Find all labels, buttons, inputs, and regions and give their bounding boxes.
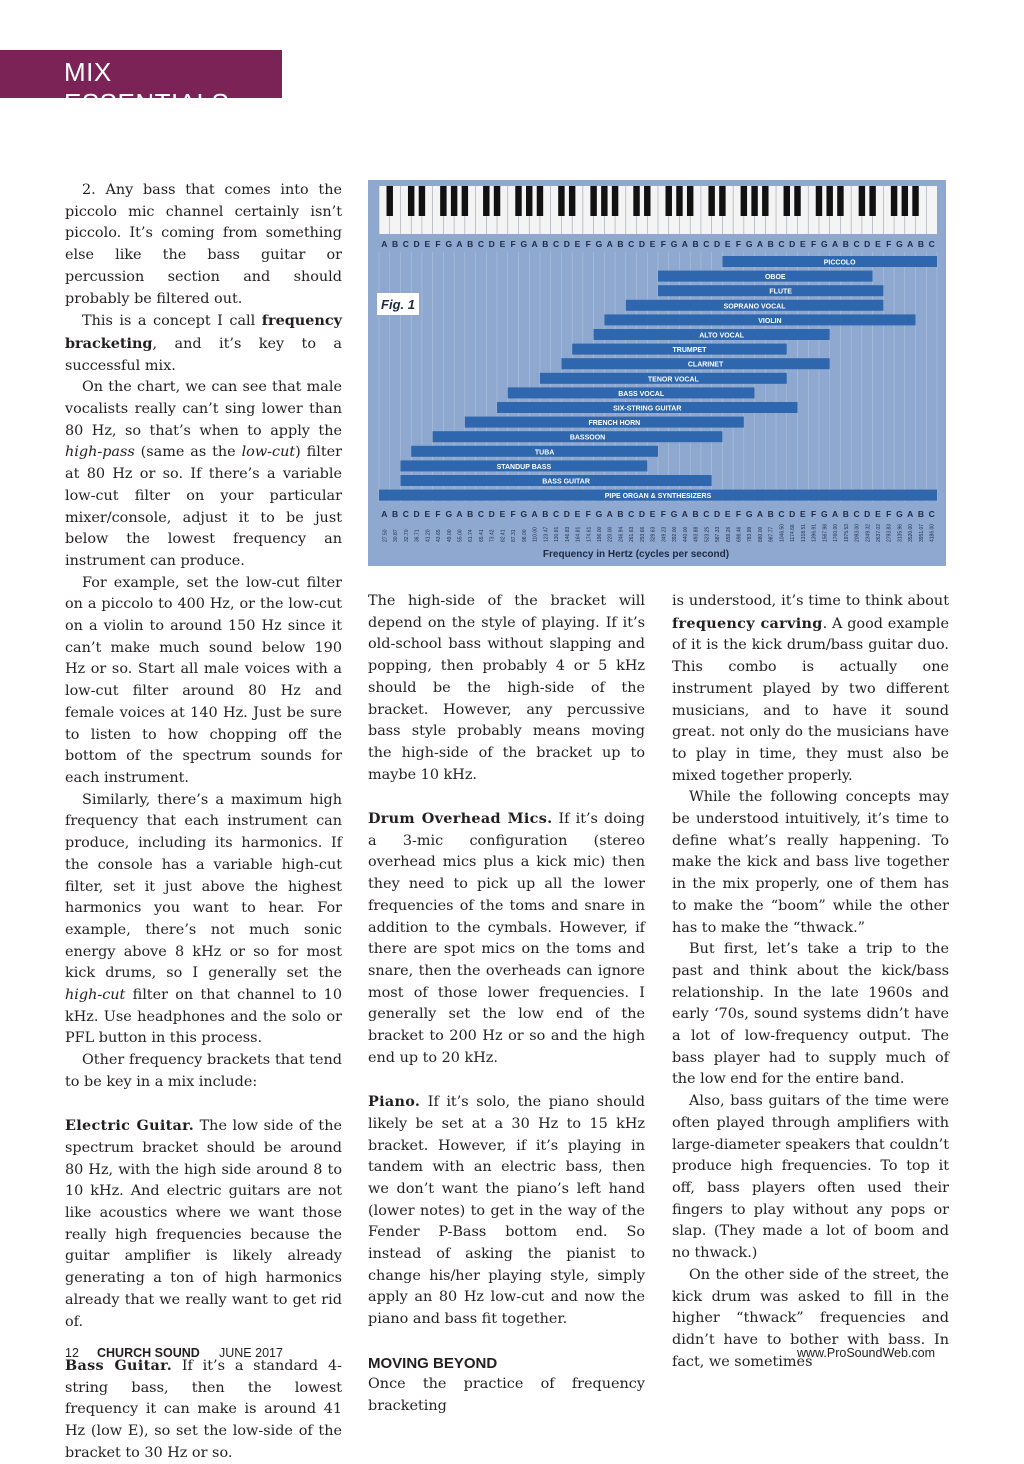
instrument-label: VIOLIN <box>758 317 782 325</box>
note-letter-bottom: F <box>435 509 441 519</box>
frequency-tick-label: 783.99 <box>747 526 754 542</box>
instrument-label: FRENCH HORN <box>588 420 641 428</box>
instrument-label: FLUTE <box>769 288 792 296</box>
note-letter-top: E <box>574 239 581 249</box>
paragraph: The high-side of the bracket will depend on the style of playing. If it’s old-school bass without slapping and popping, then probably 4 or 5 kHz should be the high-side of the bracket. However, any percussive bass style probably means moving the high-side of the bracket up to maybe 10 kHz. <box>368 593 645 783</box>
note-letter-top: A <box>381 239 388 249</box>
run-in-heading: Bass Guitar. <box>65 1356 173 1374</box>
axis-label: Frequency in Hertz (cycles per second) <box>542 549 730 560</box>
note-letter-bottom: C <box>853 509 860 519</box>
black-key <box>644 186 650 216</box>
note-letter-top: D <box>638 239 645 249</box>
note-letter-bottom: D <box>413 509 420 519</box>
frequency-tick-label: 196.00 <box>596 526 603 542</box>
frequency-tick-label: 2793.83 <box>886 523 893 542</box>
note-letter-top: C <box>853 239 860 249</box>
note-letter-top: B <box>467 239 474 249</box>
note-letter-top: F <box>585 239 591 249</box>
instrument-label: TENOR VOCAL <box>647 376 699 384</box>
note-letter-top: B <box>842 239 849 249</box>
black-key <box>741 186 747 216</box>
paragraph-bass-guitar: Bass Guitar. If it’s a standard 4-string bass, then the lowest frequency it can make is around 41 Hz (low E), so set the low-side of the bracket to 30 Hz or so. <box>65 1356 342 1461</box>
frequency-tick-label: 55.00 <box>457 529 464 542</box>
black-key <box>462 186 468 216</box>
paragraph: But first, let’s take a trip to the past and think about the kick/bass relationship. In the late 1960s and early ‘70s, sound systems didn’t have a lot of low-frequency output. The bass player had to supply much of the low end for the entire band. <box>672 941 949 1088</box>
frequency-tick-label: 98.00 <box>521 529 528 542</box>
frequency-tick-label: 3135.96 <box>897 523 904 542</box>
black-key <box>912 186 918 216</box>
black-key <box>515 186 521 216</box>
frequency-tick-label: 261.63 <box>629 526 636 542</box>
note-letter-top: C <box>778 239 785 249</box>
paragraph: 2. Any bass that comes into the piccolo mic channel certainly isn’t piccolo. It’s coming from something else like the bass guitar or percussion section and should probably be filtered out. <box>65 182 342 307</box>
note-letter-top: A <box>531 239 538 249</box>
frequency-tick-label: 1174.66 <box>790 524 797 542</box>
instrument-label: ALTO VOCAL <box>699 332 745 340</box>
note-letter-bottom: E <box>574 509 581 519</box>
note-letter-bottom: B <box>467 509 474 519</box>
paragraph-drum-overheads: Drum Overhead Mics. If it’s doing a 3-mic configuration (stereo overhead mics plus a kick mic) then they need to pick up all the lower frequencies of the toms and snare in addition to the cymbals. However, if there are spot mics on the toms and snare, then the overheads can ignore most of those lower frequencies. I generally set the low end of the bracket to 200 Hz or so and the high end up to 20 kHz. <box>368 810 645 1066</box>
note-letter-bottom: B <box>917 509 924 519</box>
note-letter-bottom: G <box>745 509 753 519</box>
black-key <box>569 186 575 216</box>
run-in-heading: Electric Guitar. <box>65 1117 195 1135</box>
paragraph: For example, set the low-cut filter on a piccolo to 400 Hz, or the low-cut on a violin to around 150 Hz since it can’t make much sound below 190 Hz or so. Start all male voices with a low-cut filter around 80 Hz and female voices at 140 Hz. Just be sure to listen to how chopping off the bottom of the spectrum sounds for each instrument. <box>65 574 342 786</box>
frequency-tick-label: 1396.91 <box>811 523 818 542</box>
black-key <box>666 186 672 216</box>
section-title: MIX ESSENTIALS <box>64 57 230 118</box>
frequency-tick-label: 49.00 <box>446 529 453 542</box>
note-letter-top: A <box>907 239 914 249</box>
frequency-tick-label: 82.41 <box>500 529 507 542</box>
black-key <box>408 186 414 216</box>
black-key <box>440 186 446 216</box>
black-key <box>794 186 800 216</box>
article-column-1 <box>65 180 342 1464</box>
note-letter-bottom: A <box>456 509 463 519</box>
note-letter-top: A <box>831 239 839 249</box>
instrument-label: TRUMPET <box>672 347 707 355</box>
note-letter-top: G <box>445 239 453 249</box>
note-letter-bottom: D <box>638 509 645 519</box>
paragraph: Also, bass guitars of the time were often played through amplifiers with large-diameter speakers that couldn’t produce high frequencies. To top it off, bass players often used their fingers to play without any pops or slap. (They made a lot of boom and no thwack.) <box>672 1093 949 1262</box>
frequency-tick-label: 220.00 <box>607 526 614 542</box>
frequency-chart-figure <box>368 180 946 566</box>
note-letter-bottom: C <box>477 509 485 519</box>
black-key <box>859 186 865 216</box>
black-key <box>590 186 596 216</box>
black-key <box>633 186 639 216</box>
note-letter-top: E <box>875 239 881 249</box>
note-letter-bottom: C <box>628 509 635 519</box>
instrument-label: BASS GUITAR <box>542 478 590 486</box>
frequency-tick-label: 1567.98 <box>822 523 829 542</box>
frequency-tick-label: 1760.00 <box>833 523 840 542</box>
frequency-tick-label: 493.88 <box>693 526 700 542</box>
note-letter-bottom: A <box>831 509 839 519</box>
paragraph-electric-guitar: Electric Guitar. The low side of the spectrum bracket should be around 80 Hz, with the high side around 8 to 10 kHz. And electric guitars are not like acoustics where we want those really high frequencies because the guitar amplifier is likely already generating a ton of high harmonics already that we really want to get rid of. <box>65 1117 342 1330</box>
frequency-tick-label: 65.41 <box>478 529 485 542</box>
note-letter-top: B <box>617 239 624 249</box>
paragraph: Other frequency brackets that tend to be key in a mix include: <box>65 1052 342 1090</box>
note-letter-bottom: B <box>542 509 549 519</box>
run-in-heading: Drum Overhead Mics. <box>368 810 553 828</box>
frequency-tick-label: 87.31 <box>511 529 518 542</box>
frequency-tick-label: 130.81 <box>554 526 561 542</box>
frequency-tick-label: 110.00 <box>532 527 539 542</box>
footer-website: www.ProSoundWeb.com <box>797 1346 936 1360</box>
frequency-tick-label: 123.47 <box>543 526 550 542</box>
paragraph: While the following concepts may be understood intuitively, it’s time to define what’s really happening. To make the kick and bass live together in the mix properly, one of them has to make the “boom” while the other has to make the “thwack.” <box>672 789 949 936</box>
frequency-tick-label: 523.25 <box>704 526 711 542</box>
note-letter-bottom: E <box>499 509 506 519</box>
fig-label: Fig. 1 <box>381 297 415 312</box>
frequency-tick-label: 1046.50 <box>779 523 786 542</box>
note-letter-top: A <box>456 239 463 249</box>
note-letter-bottom: B <box>692 509 699 519</box>
note-letter-bottom: D <box>789 509 796 519</box>
frequency-tick-label: 659.26 <box>725 526 732 542</box>
black-key <box>891 186 897 216</box>
black-key <box>719 186 725 216</box>
note-letter-top: E <box>649 239 656 249</box>
frequency-tick-label: 3520.00 <box>908 523 915 542</box>
black-key <box>601 186 607 216</box>
black-key <box>387 186 393 216</box>
black-key <box>751 186 757 216</box>
note-letter-bottom: D <box>488 509 495 519</box>
note-letter-top: G <box>821 239 828 249</box>
black-key <box>526 186 532 216</box>
instrument-label: OBOE <box>764 274 786 282</box>
note-letter-bottom: C <box>928 509 935 519</box>
note-letter-bottom: F <box>510 509 516 519</box>
instrument-label: CLARINET <box>687 361 724 369</box>
note-letter-top: C <box>552 239 560 249</box>
footer-issue-date: JUNE 2017 <box>219 1346 283 1360</box>
note-letter-bottom: D <box>713 509 721 519</box>
instrument-label: PIPE ORGAN & SYNTHESIZERS <box>604 493 712 501</box>
paragraph: On the other side of the street, the kick drum was asked to fill in the higher “thwack” frequencies and didn’t have to bother with bass. In fact, we sometimes <box>672 1266 949 1370</box>
black-key <box>826 186 832 216</box>
note-letter-top: G <box>595 239 603 249</box>
note-letter-top: F <box>510 239 516 249</box>
note-letter-top: B <box>542 239 549 249</box>
instrument-label: BASS VOCAL <box>618 390 665 398</box>
note-letter-top: C <box>628 239 635 249</box>
note-letter-top: D <box>864 239 871 249</box>
instrument-label: SIX-STRING GUITAR <box>613 405 682 413</box>
note-letter-bottom: G <box>445 509 453 519</box>
frequency-tick-label: 32.70 <box>403 529 410 542</box>
note-letter-bottom: A <box>756 509 764 519</box>
frequency-tick-label: 698.46 <box>736 526 743 542</box>
note-letter-top: G <box>896 239 903 249</box>
frequency-tick-label: 587.33 <box>715 526 722 542</box>
note-letter-top: G <box>670 239 678 249</box>
frequency-tick-label: 987.77 <box>768 526 775 542</box>
note-letter-top: E <box>724 239 731 249</box>
black-key <box>902 186 908 216</box>
paragraph: Once the practice of frequency bracketing <box>368 1376 645 1414</box>
note-letter-bottom: B <box>617 509 624 519</box>
note-letter-bottom: E <box>649 509 656 519</box>
note-letter-top: B <box>392 239 399 249</box>
frequency-tick-label: 164.81 <box>575 526 582 542</box>
note-letter-top: D <box>563 239 570 249</box>
note-letter-top: D <box>789 239 796 249</box>
black-key <box>537 186 543 216</box>
note-letter-bottom: G <box>595 509 603 519</box>
run-in-heading: Piano. <box>368 1093 421 1111</box>
note-letter-top: C <box>928 239 935 249</box>
note-letter-top: F <box>660 239 666 249</box>
frequency-tick-label: 293.66 <box>639 526 646 542</box>
note-letter-top: C <box>477 239 485 249</box>
black-key <box>687 186 693 216</box>
paragraph: is understood, it’s time to think about frequency carving. A good example of it is the kick drum/bass guitar duo. This combo is actually one instrument played by two different musicians, and to have it sound great. not only do the musicians have to play in time, they must also be mixed together properly. <box>672 593 949 784</box>
black-key <box>676 186 682 216</box>
section-banner <box>0 50 282 118</box>
paragraph: On the chart, we can see that male vocalists really can’t sing lower than 80 Hz, so that’s when to apply the high-pass (same as the low-cut) filter at 80 Hz or so. If there’s a variable low-cut filter on your particular mixer/console, adjust it to be just below the lowest frequency an instrument can produce. <box>65 379 342 569</box>
note-letter-bottom: A <box>907 509 914 519</box>
frequency-tick-label: 27.50 <box>382 529 389 542</box>
frequency-tick-label: 329.63 <box>650 526 657 542</box>
note-letter-top: E <box>424 239 431 249</box>
footer-page-number: 12 <box>65 1346 79 1360</box>
note-letter-bottom: E <box>800 509 806 519</box>
frequency-tick-label: 41.20 <box>425 529 432 542</box>
frequency-tick-label: 246.94 <box>618 526 625 542</box>
note-letter-bottom: G <box>821 509 828 519</box>
instrument-label: PICCOLO <box>823 259 856 267</box>
paragraph-piano: Piano. If it’s solo, the piano should likely be set at a 30 Hz to 15 kHz bracket. However, if it’s playing in tandem with an electric bass, then we don’t want the piano’s left hand (lower notes) to get in the way of the Fender P-Bass bottom end. So instead of asking the pianist to change his/her playing style, simply apply an 80 Hz low-cut and now the piano and bass fit together. <box>368 1093 645 1328</box>
frequency-tick-label: 880.00 <box>757 526 764 542</box>
note-letter-bottom: C <box>552 509 560 519</box>
note-letter-bottom: D <box>864 509 871 519</box>
note-letter-bottom: E <box>424 509 431 519</box>
frequency-tick-label: 174.61 <box>586 526 593 542</box>
black-key <box>558 186 564 216</box>
note-letter-bottom: A <box>681 509 688 519</box>
black-key <box>837 186 843 216</box>
instrument-label: TUBA <box>534 449 555 457</box>
black-key <box>784 186 790 216</box>
note-letter-top: B <box>767 239 774 249</box>
note-letter-bottom: B <box>842 509 849 519</box>
note-letter-top: D <box>413 239 420 249</box>
note-letter-top: C <box>402 239 409 249</box>
note-letter-top: A <box>756 239 764 249</box>
note-letter-top: C <box>703 239 710 249</box>
note-letter-bottom: B <box>767 509 774 519</box>
key-term: frequency carving <box>672 614 823 632</box>
frequency-tick-label: 43.65 <box>436 529 443 542</box>
instrument-label: STANDUP BASS <box>496 463 552 471</box>
black-key <box>762 186 768 216</box>
note-letter-top: E <box>800 239 806 249</box>
black-key <box>494 186 500 216</box>
black-key <box>483 186 489 216</box>
note-letter-bottom: G <box>896 509 903 519</box>
note-letter-bottom: G <box>520 509 528 519</box>
article-column-3 <box>672 591 949 1373</box>
note-letter-bottom: E <box>724 509 731 519</box>
note-letter-top: F <box>435 239 441 249</box>
note-letter-bottom: F <box>810 509 817 519</box>
black-key <box>708 186 714 216</box>
note-letter-bottom: C <box>778 509 785 519</box>
note-letter-bottom: A <box>381 509 388 519</box>
note-letter-top: F <box>886 239 892 249</box>
note-letter-top: D <box>488 239 495 249</box>
frequency-tick-label: 1318.51 <box>800 523 807 542</box>
frequency-tick-label: 440.00 <box>682 526 689 542</box>
note-letter-top: G <box>745 239 753 249</box>
note-letter-top: B <box>917 239 924 249</box>
note-letter-top: G <box>520 239 528 249</box>
article-column-2 <box>368 591 645 1418</box>
note-letter-top: E <box>499 239 506 249</box>
frequency-tick-label: 349.23 <box>661 526 668 542</box>
note-letter-top: A <box>681 239 688 249</box>
frequency-tick-label: 146.83 <box>564 526 571 542</box>
frequency-tick-label: 1975.53 <box>843 523 850 542</box>
frequency-chart <box>368 180 946 566</box>
paragraph: Similarly, there’s a maximum high frequency that each instrument can produce, including its harmonics. If the console has a variable high-cut filter, set it just above the highest harmonics you want to hear. For example, there’s not much sonic energy above 8 kHz or so for most kick drums, so I generally set the high-cut filter on that channel to 10 kHz. Use headphones and the solo or PFL button in this process. <box>65 791 342 1047</box>
note-letter-bottom: C <box>703 509 710 519</box>
frequency-tick-label: 3951.07 <box>918 523 925 542</box>
note-letter-bottom: D <box>563 509 570 519</box>
frequency-tick-label: 30.87 <box>393 529 400 542</box>
black-key <box>612 186 618 216</box>
note-letter-bottom: G <box>670 509 678 519</box>
note-letter-top: D <box>713 239 721 249</box>
note-letter-bottom: A <box>531 509 538 519</box>
note-letter-bottom: C <box>402 509 409 519</box>
frequency-tick-label: 36.71 <box>414 529 421 542</box>
frequency-tick-label: 2637.02 <box>875 523 882 542</box>
note-letter-top: A <box>606 239 613 249</box>
note-letter-bottom: E <box>875 509 881 519</box>
frequency-tick-label: 2349.32 <box>865 523 872 542</box>
frequency-tick-label: 61.74 <box>468 529 475 542</box>
section-subheading: MOVING BEYOND <box>368 1354 498 1372</box>
black-key <box>451 186 457 216</box>
black-key <box>816 186 822 216</box>
frequency-tick-label: 2093.00 <box>854 523 861 542</box>
note-letter-bottom: F <box>585 509 591 519</box>
footer-magazine-name: CHURCH SOUND <box>97 1346 200 1360</box>
black-key <box>869 186 875 216</box>
frequency-tick-label: 392.00 <box>672 526 679 542</box>
note-letter-top: B <box>692 239 699 249</box>
black-key <box>419 186 425 216</box>
note-letter-bottom: B <box>392 509 399 519</box>
frequency-tick-label: 4186.00 <box>929 523 936 542</box>
note-letter-bottom: F <box>735 509 742 519</box>
paragraph: This is a concept I call frequency bracketing, and it’s key to a successful mix. <box>65 312 342 374</box>
note-letter-top: F <box>735 239 742 249</box>
note-letter-bottom: F <box>660 509 666 519</box>
instrument-label: BASSOON <box>569 434 606 442</box>
note-letter-bottom: F <box>886 509 892 519</box>
frequency-tick-label: 73.42 <box>489 529 496 542</box>
instrument-label: SOPRANO VOCAL <box>723 303 786 311</box>
note-letter-bottom: A <box>606 509 613 519</box>
key-term: frequency bracketing <box>65 312 342 352</box>
note-letter-top: F <box>810 239 817 249</box>
